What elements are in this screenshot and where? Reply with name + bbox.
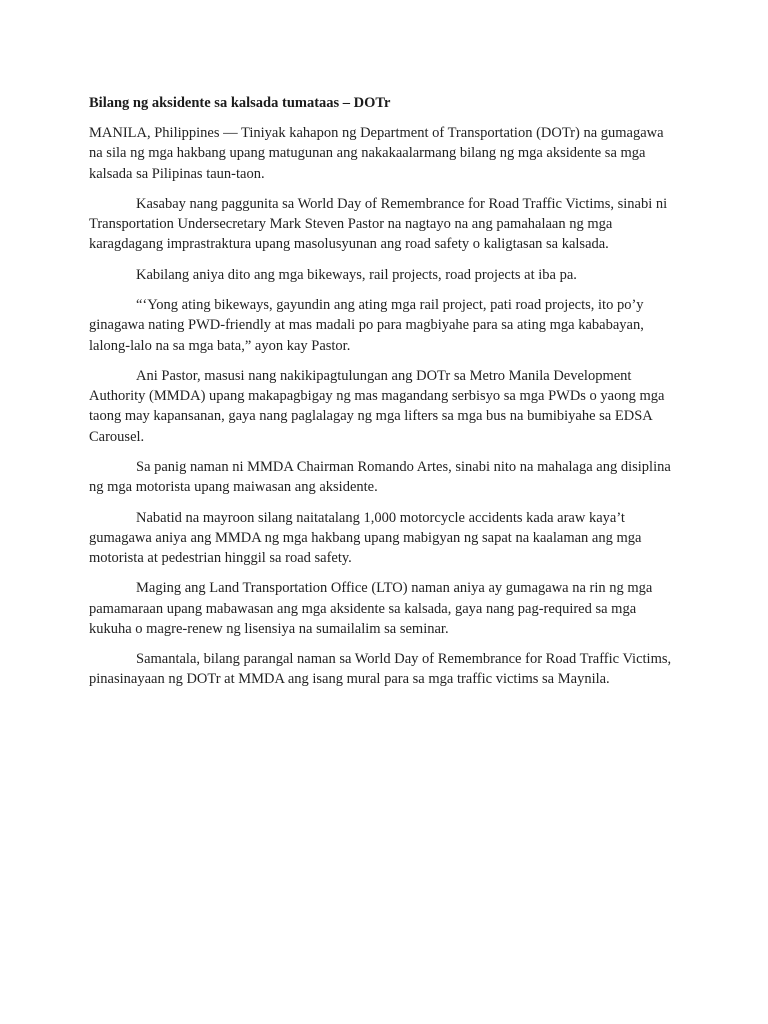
article-paragraph: Kasabay nang paggunita sa World Day of Remembrance for Road Traffic Victims, sinabi ni Transportation Undersecretary Mark Steven Pastor na nagtayo na ang pamahalaan ng mga karagdagang imprastraktura upang masolusyunan ang road safety o kaligtasan sa kalsada. bbox=[89, 196, 668, 253]
article-paragraph: Maging ang Land Transportation Office (LTO) naman aniya ay gumagawa na rin ng mga pamamaraan upang mabawasan ang mga aksidente sa kalsada, gaya nang pag-required sa mga kukuha o magre-renew ng lisensiya na sumailalim sa seminar. bbox=[89, 580, 653, 637]
article-title: Bilang ng aksidente sa kalsada tumataas – DOTr bbox=[89, 95, 391, 111]
article-paragraph: Ani Pastor, masusi nang nakikipagtulungan ang DOTr sa Metro Manila Development Authority (MMDA) upang makapagbigay ng mas magandang serbisyo sa mga PWDs o yaong mga taong may kapansanan, gaya nang paglalagay ng mga lifters sa mga bus na bumibiyahe sa EDSA Carousel. bbox=[89, 367, 665, 445]
article-paragraph: Sa panig naman ni MMDA Chairman Romando Artes, sinabi nito na mahalaga ang disiplina ng mga motorista upang maiwasan ang aksidente. bbox=[89, 458, 671, 496]
article-paragraph: Nabatid na mayroon silang naitatalang 1,000 motorcycle accidents kada araw kaya’t gumagawa aniya ang MMDA ng mga hakbang upang mabigyan ng sapat na kaalaman ang mga motorista at pedestrian hinggil sa road safety. bbox=[89, 509, 642, 566]
quote-paragraph: “‘Yong ating bikeways, gayundin ang ating mga rail project, pati road projects, ito po’y ginagawa nating PWD-friendly at mas madali po para magbiyahe para sa ating mga kababayan, lalong-lalo na sa mga bata,” ayon kay Pastor. bbox=[89, 297, 644, 354]
lead-paragraph: MANILA, Philippines — Tiniyak kahapon ng Department of Transportation (DOTr) na gumagawa na sila ng mga hakbang upang matugunan ang nakakaalarmang bilang ng mga aksidente sa mga kalsada sa Pilipinas taun-taon. bbox=[89, 125, 664, 182]
closing-paragraph: Samantala, bilang parangal naman sa World Day of Remembrance for Road Traffic Victims, pinasinayaan ng DOTr at MMDA ang isang mural para sa mga traffic victims sa Maynila. bbox=[89, 651, 672, 688]
article-paragraph: Kabilang aniya dito ang mga bikeways, rail projects, road projects at iba pa. bbox=[136, 266, 577, 283]
article-body bbox=[89, 93, 677, 700]
